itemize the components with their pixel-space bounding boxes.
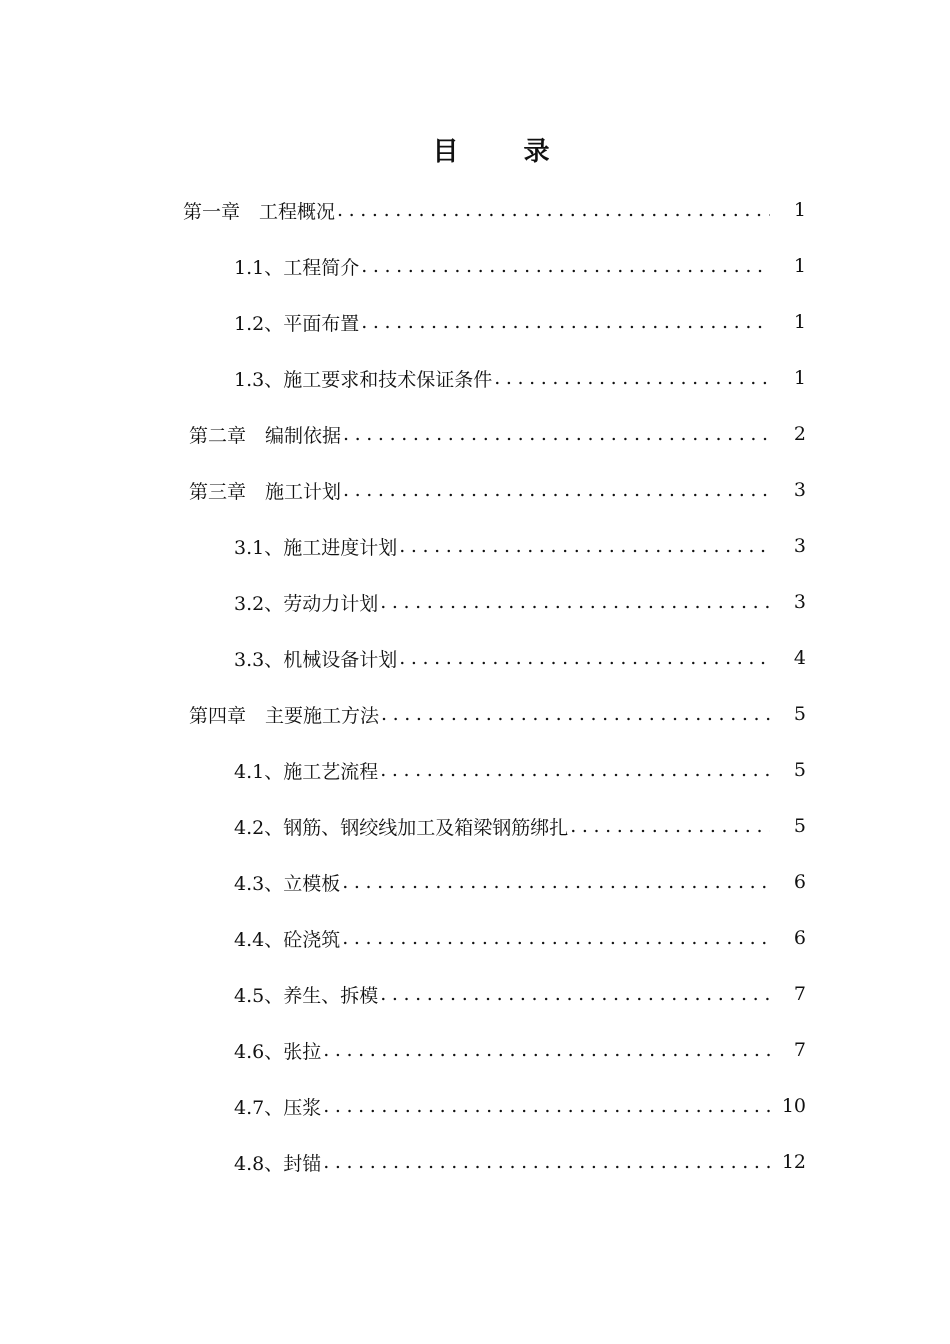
toc-entry-label: 3.2、劳动力计划: [234, 592, 379, 615]
toc-dot-leader: [380, 759, 770, 781]
toc-dot-leader: [323, 1095, 770, 1117]
toc-entry-row: [234, 925, 806, 952]
toc-title: 目 录: [432, 137, 578, 167]
toc-section-entry[interactable]: [0, 630, 950, 686]
toc-page-number: 3: [793, 479, 806, 501]
toc-section-entry[interactable]: [0, 854, 950, 910]
toc-dot-leader: [342, 927, 770, 949]
toc-page-number: 6: [793, 871, 806, 893]
toc-entry-label: 3.1、施工进度计划: [234, 536, 398, 559]
toc-entry-row: [234, 1037, 806, 1064]
toc-section-entry[interactable]: [0, 742, 950, 798]
toc-entry-label: 4.2、钢筋、钢绞线加工及箱梁钢筋绑扎: [234, 816, 569, 839]
toc-page-number: 3: [793, 591, 806, 613]
toc-entry-row: [189, 477, 806, 504]
toc-dot-leader: [343, 479, 770, 501]
toc-entry-row: [189, 701, 806, 728]
toc-dot-leader: [380, 983, 770, 1005]
toc-page-number: 2: [793, 423, 806, 445]
toc-section-entry[interactable]: [0, 910, 950, 966]
toc-page-number: 12: [781, 1151, 806, 1173]
toc-section-entry[interactable]: [0, 238, 950, 294]
toc-page-number: 1: [793, 367, 806, 389]
toc-page-number: 5: [793, 703, 806, 725]
toc-chapter-entry[interactable]: [0, 182, 950, 238]
toc-section-entry[interactable]: [0, 1022, 950, 1078]
toc-page-number: 5: [793, 815, 806, 837]
toc-entry-label: 4.7、压浆: [234, 1096, 322, 1119]
toc-dot-leader: [323, 1039, 770, 1061]
toc-entry-row: [234, 309, 806, 336]
toc-dot-leader: [399, 535, 770, 557]
toc-entry-row: [234, 757, 806, 784]
toc-page-number: 10: [781, 1095, 806, 1117]
toc-entry-label: 1.2、平面布置: [234, 312, 360, 335]
toc-page-number: 6: [793, 927, 806, 949]
toc-chapter-entry[interactable]: [0, 406, 950, 462]
toc-dot-leader: [361, 311, 770, 333]
toc-entry-label: 4.1、施工艺流程: [234, 760, 379, 783]
toc-entry-row: [183, 197, 806, 224]
toc-entry-row: [234, 1149, 806, 1176]
toc-page-number: 1: [793, 255, 806, 277]
toc-dot-leader: [494, 367, 770, 389]
table-of-contents: [0, 182, 950, 1190]
toc-page-number: 5: [793, 759, 806, 781]
toc-page-number: 7: [793, 1039, 806, 1061]
toc-dot-leader: [399, 647, 770, 669]
toc-entry-row: [234, 1093, 806, 1120]
toc-dot-leader: [342, 871, 770, 893]
toc-dot-leader: [323, 1151, 770, 1173]
toc-entry-label: 第三章 施工计划: [189, 480, 342, 503]
toc-entry-row: [189, 421, 806, 448]
toc-dot-leader: [361, 255, 770, 277]
toc-entry-label: 4.8、封锚: [234, 1152, 322, 1175]
toc-page-number: 4: [793, 647, 806, 669]
toc-dot-leader: [380, 591, 770, 613]
toc-section-entry[interactable]: [0, 1134, 950, 1190]
toc-section-entry[interactable]: [0, 518, 950, 574]
toc-entry-row: [234, 981, 806, 1008]
toc-dot-leader: [343, 423, 770, 445]
toc-chapter-entry[interactable]: [0, 462, 950, 518]
toc-dot-leader: [570, 815, 770, 837]
toc-chapter-entry[interactable]: [0, 686, 950, 742]
toc-entry-label: 第四章 主要施工方法: [189, 704, 380, 727]
toc-entry-label: 4.3、立模板: [234, 872, 341, 895]
toc-page-number: 1: [793, 311, 806, 333]
toc-section-entry[interactable]: [0, 966, 950, 1022]
toc-entry-label: 4.4、砼浇筑: [234, 928, 341, 951]
toc-section-entry[interactable]: [0, 798, 950, 854]
toc-entry-label: 4.5、养生、拆模: [234, 984, 379, 1007]
toc-entry-row: [234, 869, 806, 896]
toc-entry-label: 第一章 工程概况: [183, 200, 336, 223]
toc-entry-row: [234, 645, 806, 672]
toc-page-number: 3: [793, 535, 806, 557]
toc-entry-row: [234, 533, 806, 560]
toc-entry-label: 1.3、施工要求和技术保证条件: [234, 368, 493, 391]
toc-entry-label: 3.3、机械设备计划: [234, 648, 398, 671]
toc-entry-row: [234, 589, 806, 616]
toc-entry-label: 第二章 编制依据: [189, 424, 342, 447]
toc-page-number: 7: [793, 983, 806, 1005]
toc-dot-leader: [381, 703, 770, 725]
toc-dot-leader: [337, 199, 770, 221]
toc-entry-row: [234, 813, 806, 840]
toc-entry-label: 4.6、张拉: [234, 1040, 322, 1063]
toc-section-entry[interactable]: [0, 574, 950, 630]
toc-entry-row: [234, 365, 806, 392]
toc-entry-label: 1.1、工程简介: [234, 256, 360, 279]
toc-section-entry[interactable]: [0, 294, 950, 350]
toc-page-number: 1: [793, 199, 806, 221]
toc-section-entry[interactable]: [0, 1078, 950, 1134]
toc-entry-row: [234, 253, 806, 280]
toc-section-entry[interactable]: [0, 350, 950, 406]
